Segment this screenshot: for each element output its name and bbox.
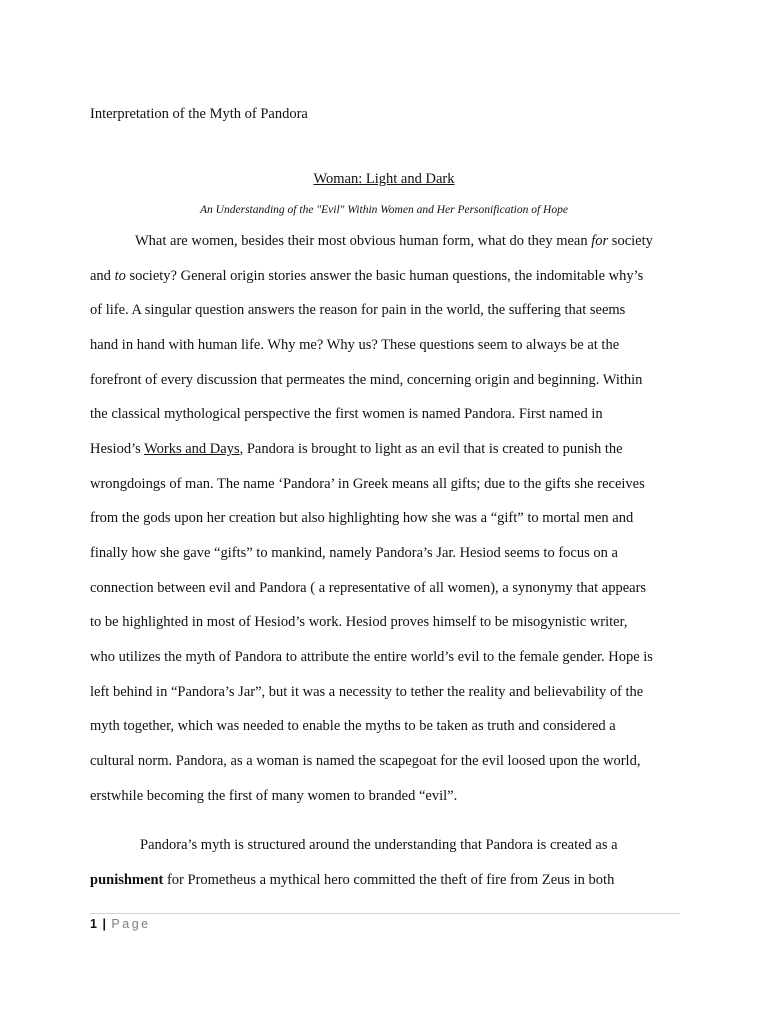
paragraph-1-line-1: [90, 231, 725, 251]
paragraph-1-line-17: erstwhile becoming the first of many women to branded “evil”.: [90, 788, 458, 804]
page-footer: [90, 914, 151, 934]
text-run: society: [608, 233, 653, 249]
footer-divider: [90, 913, 680, 914]
text-run: What are women, besides their most obvious human form, what do they mean: [135, 233, 592, 249]
paragraph-1-line-2: [90, 266, 680, 286]
paragraph-1-line-16: cultural norm. Pandora, as a woman is named the scapegoat for the evil loosed upon the world,: [90, 753, 641, 769]
paragraph-1-line-6: the classical mythological perspective the first women is named Pandora. First named in: [90, 406, 603, 422]
paragraph-1-line-15: myth together, which was needed to enable the myths to be taken as truth and considered a: [90, 718, 616, 734]
text-run: and: [90, 268, 115, 284]
footer-separator: |: [102, 917, 106, 931]
emphasis-to: to: [114, 268, 126, 284]
paragraph-1-line-4: hand in hand with human life. Why me? Why us? These questions seem to always be at the: [90, 337, 620, 353]
paragraph-1-line-8: wrongdoings of man. The name ‘Pandora’ in Greek means all gifts; due to the gifts she receives: [90, 476, 645, 492]
book-title-works-and-days: Works and Days: [144, 441, 240, 457]
paragraph-1-line-7: [90, 439, 680, 459]
paragraph-1-line-12: to be highlighted in most of Hesiod’s work. Hesiod proves himself to be misogynistic writer,: [90, 614, 628, 630]
page-number: 1: [90, 917, 97, 931]
document-header: Interpretation of the Myth of Pandora: [90, 106, 308, 122]
text-run: , Pandora is brought to light as an evil that is created to punish the: [239, 441, 623, 457]
paragraph-2-line-2: [90, 870, 680, 890]
paragraph-1-line-3: of life. A singular question answers the reason for pain in the world, the suffering that seems: [90, 302, 626, 318]
text-run: society? General origin stories answer the basic human questions, the indomitable why’s: [125, 268, 644, 284]
paragraph-1-line-9: from the gods upon her creation but also highlighting how she was a “gift” to mortal men and: [90, 510, 634, 526]
essay-subtitle: An Understanding of the "Evil" Within Women and Her Personification of Hope: [200, 204, 568, 216]
paragraph-1-line-11: connection between evil and Pandora ( a representative of all women), a synonymy that appears: [90, 580, 647, 596]
text-run: for Prometheus a mythical hero committed the theft of fire from Zeus in both: [163, 872, 615, 888]
emphasis-for: for: [591, 233, 609, 249]
bold-punishment: punishment: [90, 872, 164, 888]
paragraph-1-line-10: finally how she gave “gifts” to mankind, namely Pandora’s Jar. Hesiod seems to focus on a: [90, 545, 618, 561]
paragraph-1-line-5: forefront of every discussion that permeates the mind, concerning origin and beginning. Within: [90, 372, 643, 388]
paragraph-1-line-13: who utilizes the myth of Pandora to attribute the entire world’s evil to the female gender. Hope is: [90, 649, 653, 665]
essay-title: Woman: Light and Dark: [313, 171, 455, 187]
page-label: Page: [111, 917, 151, 931]
paragraph-2-line-1: Pandora’s myth is structured around the understanding that Pandora is created as a: [140, 837, 618, 853]
paragraph-1-line-14: left behind in “Pandora’s Jar”, but it was a necessity to tether the reality and believability of the: [90, 684, 644, 700]
text-run: Hesiod’s: [90, 441, 145, 457]
